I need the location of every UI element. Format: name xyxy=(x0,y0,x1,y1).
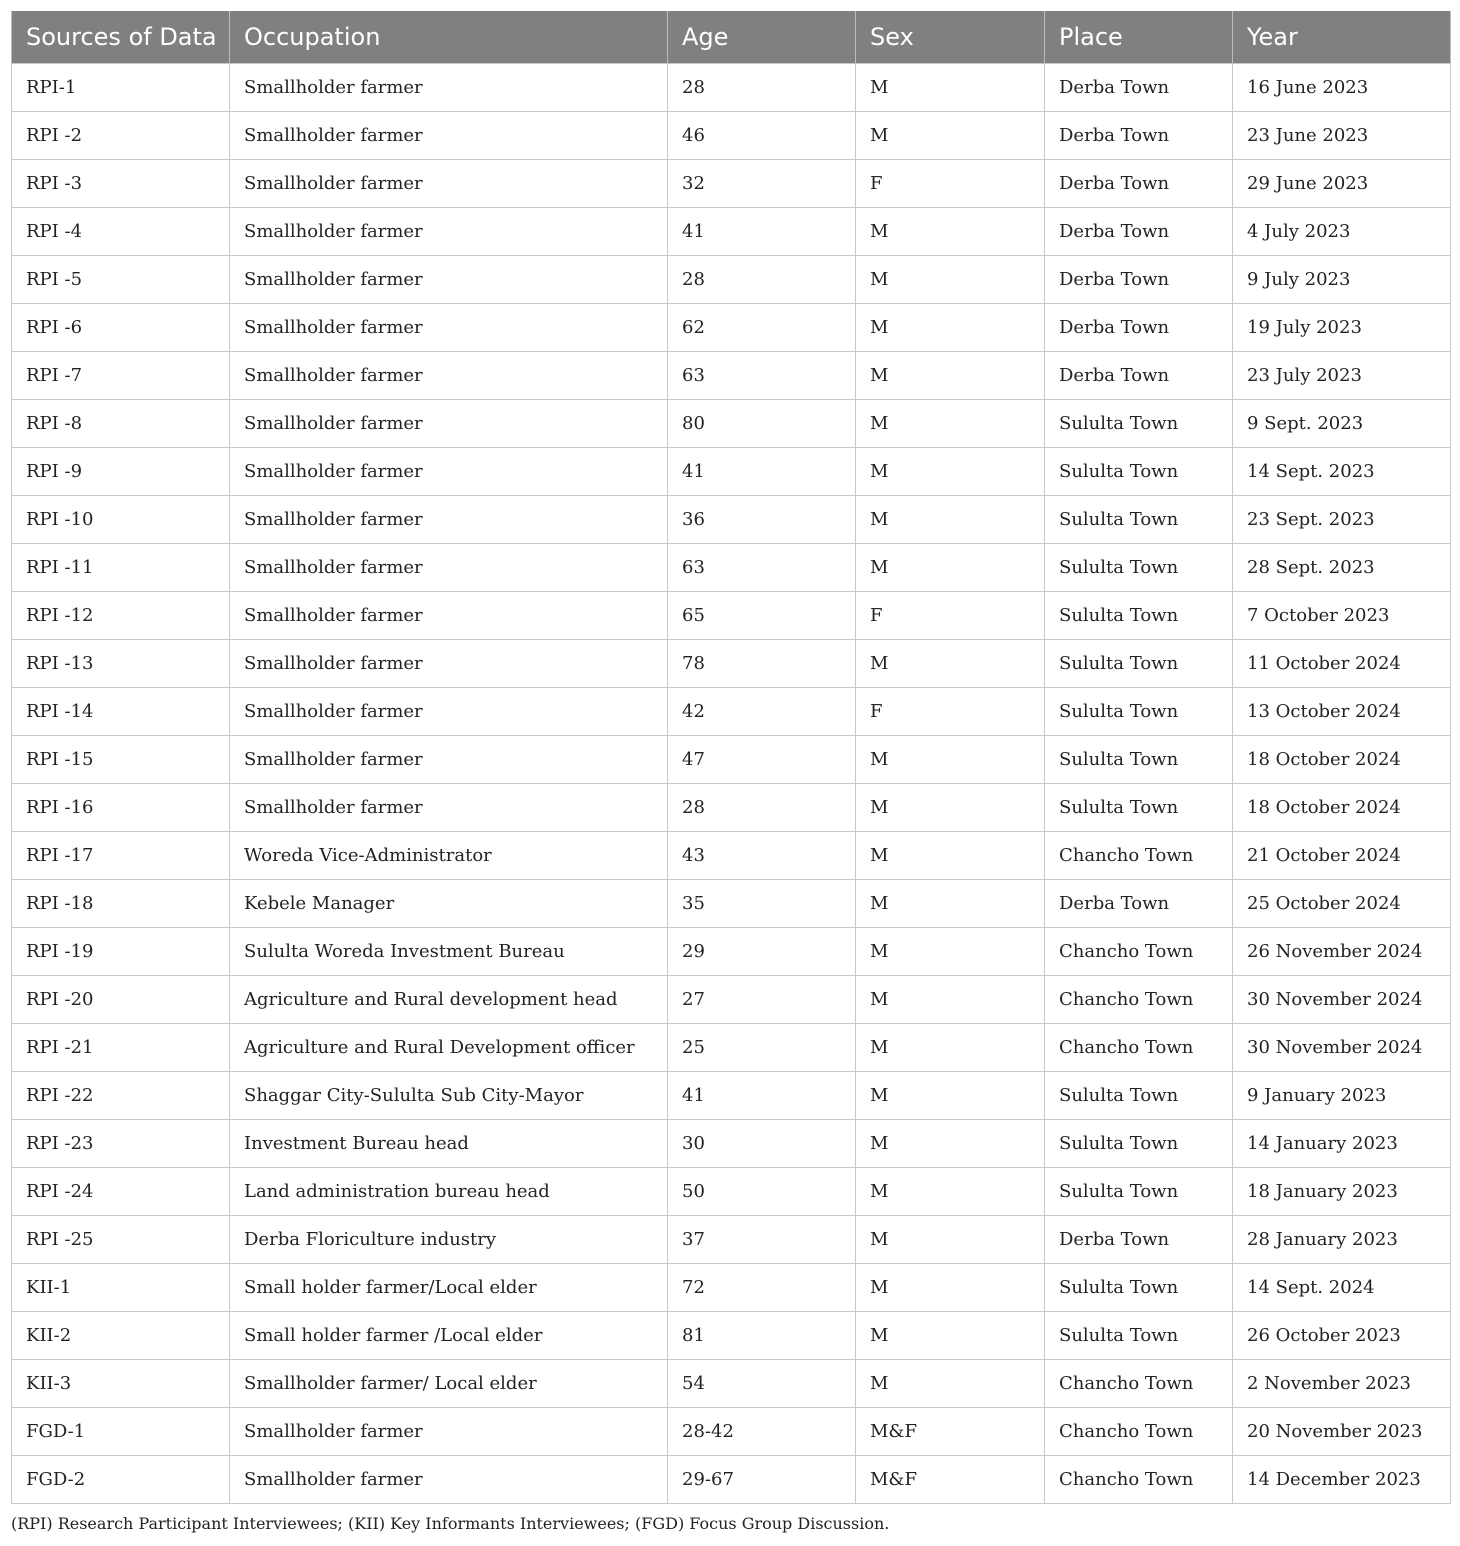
table-row xyxy=(12,1407,1451,1455)
year-cell: 9 July 2023 xyxy=(1233,255,1451,303)
occupation-cell: Land administration bureau head xyxy=(230,1167,668,1215)
place-cell: Sululta Town xyxy=(1045,1119,1233,1167)
year-cell: 14 Sept. 2024 xyxy=(1233,1263,1451,1311)
year-cell: 19 July 2023 xyxy=(1233,303,1451,351)
year-cell: 9 January 2023 xyxy=(1233,1071,1451,1119)
header-sources-of-data: Sources of Data xyxy=(12,11,230,63)
year-cell: 18 October 2024 xyxy=(1233,783,1451,831)
table-row xyxy=(12,1071,1451,1119)
source-cell: RPI -7 xyxy=(12,351,230,399)
occupation-cell: Smallholder farmer xyxy=(230,543,668,591)
occupation-cell: Smallholder farmer xyxy=(230,735,668,783)
place-cell: Sululta Town xyxy=(1045,735,1233,783)
place-cell: Chancho Town xyxy=(1045,1407,1233,1455)
place-cell: Derba Town xyxy=(1045,879,1233,927)
table-row xyxy=(12,399,1451,447)
sex-cell: M xyxy=(856,495,1045,543)
source-cell: RPI -24 xyxy=(12,1167,230,1215)
place-cell: Sululta Town xyxy=(1045,543,1233,591)
header-place: Place xyxy=(1045,11,1233,63)
place-cell: Sululta Town xyxy=(1045,591,1233,639)
occupation-cell: Smallholder farmer xyxy=(230,351,668,399)
source-cell: RPI -20 xyxy=(12,975,230,1023)
place-cell: Sululta Town xyxy=(1045,1167,1233,1215)
sex-cell: M xyxy=(856,303,1045,351)
place-cell: Derba Town xyxy=(1045,207,1233,255)
age-cell: 41 xyxy=(668,447,856,495)
occupation-cell: Smallholder farmer xyxy=(230,399,668,447)
table-row xyxy=(12,783,1451,831)
age-cell: 81 xyxy=(668,1311,856,1359)
table-row xyxy=(12,447,1451,495)
table-footnote: (RPI) Research Participant Interviewees; (KII) Key Informants Interviewees; (FGD) Focus Group Discussion. xyxy=(11,1514,890,1533)
year-cell: 13 October 2024 xyxy=(1233,687,1451,735)
sex-cell: M xyxy=(856,255,1045,303)
source-cell: RPI -18 xyxy=(12,879,230,927)
table-row xyxy=(12,1167,1451,1215)
source-cell: RPI -2 xyxy=(12,111,230,159)
source-cell: RPI -19 xyxy=(12,927,230,975)
occupation-cell: Woreda Vice-Administrator xyxy=(230,831,668,879)
age-cell: 37 xyxy=(668,1215,856,1263)
source-cell: RPI -15 xyxy=(12,735,230,783)
source-cell: RPI -23 xyxy=(12,1119,230,1167)
source-cell: RPI -3 xyxy=(12,159,230,207)
occupation-cell: Derba Floriculture industry xyxy=(230,1215,668,1263)
occupation-cell: Smallholder farmer xyxy=(230,111,668,159)
age-cell: 65 xyxy=(668,591,856,639)
year-cell: 9 Sept. 2023 xyxy=(1233,399,1451,447)
source-cell: RPI -12 xyxy=(12,591,230,639)
occupation-cell: Smallholder farmer xyxy=(230,207,668,255)
place-cell: Chancho Town xyxy=(1045,1359,1233,1407)
year-cell: 21 October 2024 xyxy=(1233,831,1451,879)
table-row xyxy=(12,1359,1451,1407)
source-cell: RPI -4 xyxy=(12,207,230,255)
place-cell: Sululta Town xyxy=(1045,1263,1233,1311)
place-cell: Chancho Town xyxy=(1045,1455,1233,1503)
table-row xyxy=(12,975,1451,1023)
year-cell: 29 June 2023 xyxy=(1233,159,1451,207)
age-cell: 80 xyxy=(668,399,856,447)
place-cell: Chancho Town xyxy=(1045,1023,1233,1071)
sex-cell: M xyxy=(856,207,1045,255)
sex-cell: M xyxy=(856,447,1045,495)
place-cell: Sululta Town xyxy=(1045,1071,1233,1119)
source-cell: RPI -10 xyxy=(12,495,230,543)
age-cell: 62 xyxy=(668,303,856,351)
year-cell: 30 November 2024 xyxy=(1233,975,1451,1023)
occupation-cell: Smallholder farmer xyxy=(230,1407,668,1455)
occupation-cell: Smallholder farmer xyxy=(230,447,668,495)
table-row xyxy=(12,255,1451,303)
age-cell: 28 xyxy=(668,255,856,303)
sex-cell: F xyxy=(856,687,1045,735)
table-row xyxy=(12,735,1451,783)
year-cell: 28 Sept. 2023 xyxy=(1233,543,1451,591)
place-cell: Derba Town xyxy=(1045,159,1233,207)
table-row xyxy=(12,303,1451,351)
occupation-cell: Kebele Manager xyxy=(230,879,668,927)
occupation-cell: Smallholder farmer xyxy=(230,1455,668,1503)
age-cell: 46 xyxy=(668,111,856,159)
occupation-cell: Agriculture and Rural development head xyxy=(230,975,668,1023)
age-cell: 25 xyxy=(668,1023,856,1071)
source-cell: FGD-1 xyxy=(12,1407,230,1455)
header-occupation: Occupation xyxy=(230,11,668,63)
sex-cell: M xyxy=(856,351,1045,399)
table-row xyxy=(12,111,1451,159)
age-cell: 54 xyxy=(668,1359,856,1407)
table-row xyxy=(12,351,1451,399)
occupation-cell: Smallholder farmer xyxy=(230,255,668,303)
sex-cell: M xyxy=(856,1023,1045,1071)
place-cell: Derba Town xyxy=(1045,351,1233,399)
year-cell: 26 October 2023 xyxy=(1233,1311,1451,1359)
table-row xyxy=(12,879,1451,927)
place-cell: Sululta Town xyxy=(1045,783,1233,831)
year-cell: 23 June 2023 xyxy=(1233,111,1451,159)
year-cell: 30 November 2024 xyxy=(1233,1023,1451,1071)
source-cell: KII-2 xyxy=(12,1311,230,1359)
sex-cell: M xyxy=(856,639,1045,687)
table-row xyxy=(12,543,1451,591)
table-row xyxy=(12,495,1451,543)
occupation-cell: Smallholder farmer xyxy=(230,639,668,687)
table-row xyxy=(12,1455,1451,1503)
year-cell: 2 November 2023 xyxy=(1233,1359,1451,1407)
age-cell: 29-67 xyxy=(668,1455,856,1503)
header-year: Year xyxy=(1233,11,1451,63)
age-cell: 32 xyxy=(668,159,856,207)
occupation-cell: Smallholder farmer xyxy=(230,783,668,831)
occupation-cell: Smallholder farmer xyxy=(230,303,668,351)
year-cell: 11 October 2024 xyxy=(1233,639,1451,687)
source-cell: RPI -13 xyxy=(12,639,230,687)
occupation-cell: Sululta Woreda Investment Bureau xyxy=(230,927,668,975)
source-cell: RPI -5 xyxy=(12,255,230,303)
place-cell: Derba Town xyxy=(1045,111,1233,159)
table-row xyxy=(12,1215,1451,1263)
year-cell: 14 Sept. 2023 xyxy=(1233,447,1451,495)
place-cell: Derba Town xyxy=(1045,303,1233,351)
year-cell: 23 Sept. 2023 xyxy=(1233,495,1451,543)
sex-cell: M xyxy=(856,927,1045,975)
occupation-cell: Smallholder farmer xyxy=(230,687,668,735)
year-cell: 26 November 2024 xyxy=(1233,927,1451,975)
sex-cell: M xyxy=(856,1119,1045,1167)
sex-cell: M xyxy=(856,1311,1045,1359)
header-age: Age xyxy=(668,11,856,63)
year-cell: 28 January 2023 xyxy=(1233,1215,1451,1263)
source-cell: FGD-2 xyxy=(12,1455,230,1503)
sex-cell: M xyxy=(856,63,1045,111)
source-cell: RPI -22 xyxy=(12,1071,230,1119)
table-row xyxy=(12,639,1451,687)
occupation-cell: Smallholder farmer/ Local elder xyxy=(230,1359,668,1407)
header-row xyxy=(12,11,1451,63)
age-cell: 43 xyxy=(668,831,856,879)
table-row xyxy=(12,1119,1451,1167)
table-row xyxy=(12,1023,1451,1071)
source-cell: KII-1 xyxy=(12,1263,230,1311)
place-cell: Sululta Town xyxy=(1045,399,1233,447)
year-cell: 14 December 2023 xyxy=(1233,1455,1451,1503)
table-row xyxy=(12,831,1451,879)
header-sex: Sex xyxy=(856,11,1045,63)
sex-cell: F xyxy=(856,591,1045,639)
occupation-cell: Smallholder farmer xyxy=(230,495,668,543)
occupation-cell: Small holder farmer/Local elder xyxy=(230,1263,668,1311)
occupation-cell: Small holder farmer /Local elder xyxy=(230,1311,668,1359)
sex-cell: M xyxy=(856,735,1045,783)
table-row xyxy=(12,1263,1451,1311)
place-cell: Chancho Town xyxy=(1045,831,1233,879)
place-cell: Derba Town xyxy=(1045,63,1233,111)
age-cell: 30 xyxy=(668,1119,856,1167)
age-cell: 41 xyxy=(668,207,856,255)
age-cell: 27 xyxy=(668,975,856,1023)
sex-cell: M xyxy=(856,1167,1045,1215)
year-cell: 7 October 2023 xyxy=(1233,591,1451,639)
occupation-cell: Smallholder farmer xyxy=(230,159,668,207)
age-cell: 41 xyxy=(668,1071,856,1119)
sex-cell: M xyxy=(856,1359,1045,1407)
table-row xyxy=(12,687,1451,735)
sex-cell: M xyxy=(856,399,1045,447)
year-cell: 18 January 2023 xyxy=(1233,1167,1451,1215)
sex-cell: M xyxy=(856,975,1045,1023)
source-cell: RPI -16 xyxy=(12,783,230,831)
place-cell: Sululta Town xyxy=(1045,1311,1233,1359)
age-cell: 28 xyxy=(668,783,856,831)
age-cell: 28 xyxy=(668,63,856,111)
place-cell: Sululta Town xyxy=(1045,639,1233,687)
source-cell: RPI -25 xyxy=(12,1215,230,1263)
year-cell: 4 July 2023 xyxy=(1233,207,1451,255)
table-row xyxy=(12,1311,1451,1359)
place-cell: Chancho Town xyxy=(1045,975,1233,1023)
sex-cell: M xyxy=(856,1071,1045,1119)
sex-cell: M xyxy=(856,111,1045,159)
place-cell: Sululta Town xyxy=(1045,687,1233,735)
year-cell: 20 November 2023 xyxy=(1233,1407,1451,1455)
table-body xyxy=(12,63,1451,1503)
place-cell: Sululta Town xyxy=(1045,495,1233,543)
age-cell: 63 xyxy=(668,543,856,591)
age-cell: 72 xyxy=(668,1263,856,1311)
sex-cell: M xyxy=(856,1215,1045,1263)
source-cell: KII-3 xyxy=(12,1359,230,1407)
sex-cell: M xyxy=(856,783,1045,831)
sex-cell: M xyxy=(856,1263,1045,1311)
sex-cell: M&F xyxy=(856,1455,1045,1503)
source-cell: RPI -11 xyxy=(12,543,230,591)
age-cell: 28-42 xyxy=(668,1407,856,1455)
table-row xyxy=(12,63,1451,111)
occupation-cell: Smallholder farmer xyxy=(230,591,668,639)
table-header xyxy=(12,11,1451,63)
table-row xyxy=(12,927,1451,975)
occupation-cell: Investment Bureau head xyxy=(230,1119,668,1167)
source-cell: RPI -6 xyxy=(12,303,230,351)
place-cell: Derba Town xyxy=(1045,1215,1233,1263)
sex-cell: M xyxy=(856,831,1045,879)
source-cell: RPI -21 xyxy=(12,1023,230,1071)
table-row xyxy=(12,207,1451,255)
year-cell: 18 October 2024 xyxy=(1233,735,1451,783)
age-cell: 50 xyxy=(668,1167,856,1215)
table-row xyxy=(12,159,1451,207)
sex-cell: M xyxy=(856,543,1045,591)
source-cell: RPI -9 xyxy=(12,447,230,495)
occupation-cell: Smallholder farmer xyxy=(230,63,668,111)
source-cell: RPI-1 xyxy=(12,63,230,111)
place-cell: Chancho Town xyxy=(1045,927,1233,975)
sex-cell: M xyxy=(856,879,1045,927)
age-cell: 29 xyxy=(668,927,856,975)
year-cell: 23 July 2023 xyxy=(1233,351,1451,399)
source-cell: RPI -17 xyxy=(12,831,230,879)
age-cell: 42 xyxy=(668,687,856,735)
age-cell: 35 xyxy=(668,879,856,927)
year-cell: 14 January 2023 xyxy=(1233,1119,1451,1167)
age-cell: 63 xyxy=(668,351,856,399)
age-cell: 78 xyxy=(668,639,856,687)
year-cell: 16 June 2023 xyxy=(1233,63,1451,111)
occupation-cell: Agriculture and Rural Development officer xyxy=(230,1023,668,1071)
sex-cell: M&F xyxy=(856,1407,1045,1455)
table-row xyxy=(12,591,1451,639)
age-cell: 36 xyxy=(668,495,856,543)
sex-cell: F xyxy=(856,159,1045,207)
place-cell: Sululta Town xyxy=(1045,447,1233,495)
year-cell: 25 October 2024 xyxy=(1233,879,1451,927)
place-cell: Derba Town xyxy=(1045,255,1233,303)
age-cell: 47 xyxy=(668,735,856,783)
source-cell: RPI -8 xyxy=(12,399,230,447)
data-sources-table xyxy=(11,11,1451,1504)
occupation-cell: Shaggar City-Sululta Sub City-Mayor xyxy=(230,1071,668,1119)
source-cell: RPI -14 xyxy=(12,687,230,735)
